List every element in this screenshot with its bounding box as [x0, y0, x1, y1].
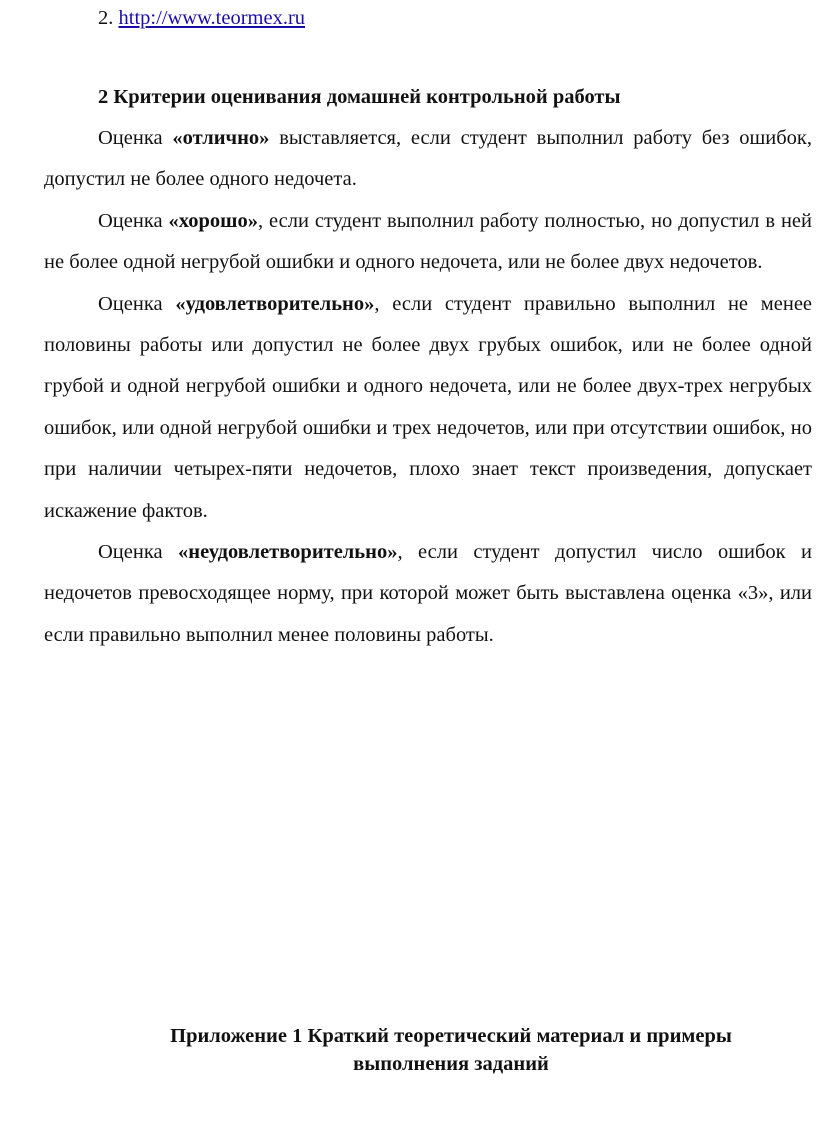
criterion-prefix: Оценка: [98, 292, 176, 315]
criterion-text: , если студент допустил число ошибок и недочетов превосходящее норму, при которой может быть выставлена оценка «3», или если правильно выполнил менее половины работы.: [44, 541, 813, 646]
criterion-grade: «неудовлетворительно»: [178, 541, 398, 564]
appendix-heading: Приложение 1 Краткий теоретический материал и примеры выполнения заданий: [170, 1025, 732, 1075]
reference-number: 2.: [98, 7, 119, 29]
criterion-prefix: Оценка: [98, 541, 179, 564]
criterion-text: , если студент правильно выполнил не менее половины работы или допустил не более двух грубых ошибок, или не более одной грубой и одной негрубой ошибки и одного недочета, или не более двух-трех негрубых ошибок, или одной негрубой ошибки и трех недочетов, или при отсутствии ошибок, но при наличии четырех-пяти недочетов, плохо знает текст произведения, допускает искажение фактов.: [44, 292, 813, 522]
criterion-prefix: Оценка: [98, 209, 169, 232]
criterion-grade: «хорошо»: [168, 209, 258, 232]
criterion-excellent: [44, 118, 812, 201]
criterion-grade: «удовлетворительно»: [175, 292, 375, 315]
criteria-body: [44, 118, 812, 656]
criterion-text: выставляется, если студент выполнил работу без ошибок, допустил не более одного недочета.: [44, 127, 813, 191]
section-heading: 2 Критерии оценивания домашней контрольной работы: [98, 86, 621, 108]
criterion-unsatisfactory: [44, 532, 812, 656]
reference-item: [98, 4, 305, 32]
criterion-prefix: Оценка: [98, 127, 173, 149]
criterion-good: [44, 201, 812, 284]
criterion-grade: «отлично»: [172, 127, 270, 149]
criterion-text: , если студент выполнил работу полностью, но допустил в ней не более одной негрубой ошибки и одного недочета, или не более двух недочетов.: [44, 209, 812, 274]
criterion-satisfactory: [44, 284, 812, 532]
reference-link[interactable]: http://www.teormex.ru: [118, 7, 306, 29]
